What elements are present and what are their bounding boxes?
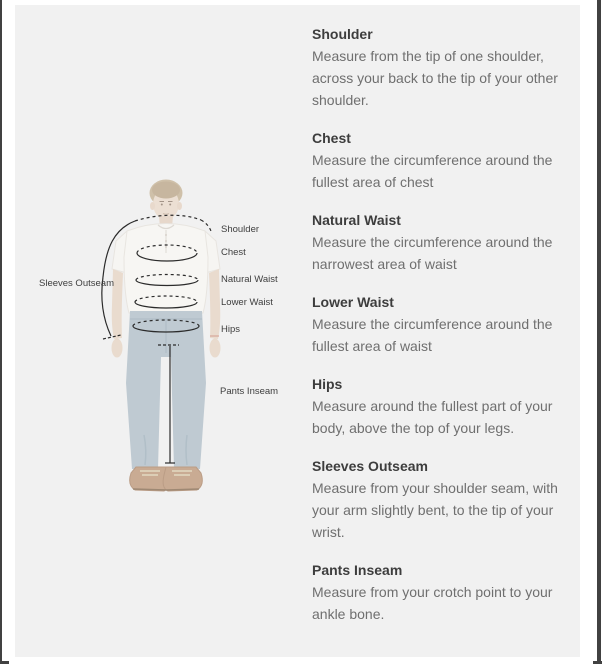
measurement-descriptions (312, 23, 564, 641)
model-hand (112, 339, 123, 358)
left-edge-border (0, 0, 2, 664)
model-button (165, 234, 167, 236)
section-heading: Lower Waist (312, 294, 394, 310)
model-ear (150, 202, 155, 210)
diagram-label-lower-waist: Lower Waist (221, 297, 273, 308)
measurement-diagram (15, 5, 315, 657)
model-hair-fringe (152, 182, 180, 199)
model-ear (177, 202, 182, 210)
section-heading: Shoulder (312, 26, 373, 42)
size-guide-figure (15, 5, 315, 657)
diagram-label-natural-waist: Natural Waist (221, 274, 278, 285)
bottom-left-border-corner (0, 661, 9, 664)
section-body: Measure from your shoulder seam, with your arm slightly bent, to the tip of your wrist. (312, 480, 558, 540)
model-arm (209, 269, 220, 339)
size-guide-panel (15, 5, 580, 657)
section-natural-waist (312, 209, 564, 275)
section-hips (312, 373, 564, 439)
section-heading: Chest (312, 130, 351, 146)
section-body: Measure around the fullest part of your body, above the top of your legs. (312, 398, 553, 436)
model-button (165, 240, 167, 242)
section-body: Measure the circumference around the narrowest area of waist (312, 234, 553, 272)
section-body: Measure the circumference around the fullest area of waist (312, 316, 553, 354)
model-hand (210, 339, 221, 358)
bottom-right-border-corner (593, 661, 602, 664)
model-eye (169, 204, 171, 206)
section-sleeves-outseam (312, 455, 564, 543)
model-photo (112, 180, 221, 492)
section-shoulder (312, 23, 564, 111)
section-heading: Hips (312, 376, 343, 392)
section-heading: Pants Inseam (312, 562, 403, 578)
section-body: Measure the circumference around the fullest area of chest (312, 152, 553, 190)
diagram-label-chest: Chest (221, 247, 246, 258)
section-heading: Natural Waist (312, 212, 401, 228)
shoulder-end-tick (201, 220, 211, 231)
diagram-label-shoulder: Shoulder (221, 224, 260, 235)
diagram-label-pants-inseam: Pants Inseam (220, 386, 279, 397)
diagram-label-hips: Hips (221, 324, 241, 335)
model-eye (161, 204, 163, 206)
diagram-label-sleeves-outseam: Sleeves Outseam (39, 278, 114, 289)
right-edge-border (597, 0, 601, 664)
model-button (165, 246, 167, 248)
section-body: Measure from your crotch point to your ankle bone. (312, 584, 553, 622)
section-body: Measure from the tip of one shoulder, across your back to the tip of your other shoulder. (312, 48, 558, 108)
section-heading: Sleeves Outseam (312, 458, 428, 474)
section-lower-waist (312, 291, 564, 357)
section-pants-inseam (312, 559, 564, 625)
section-chest (312, 127, 564, 193)
